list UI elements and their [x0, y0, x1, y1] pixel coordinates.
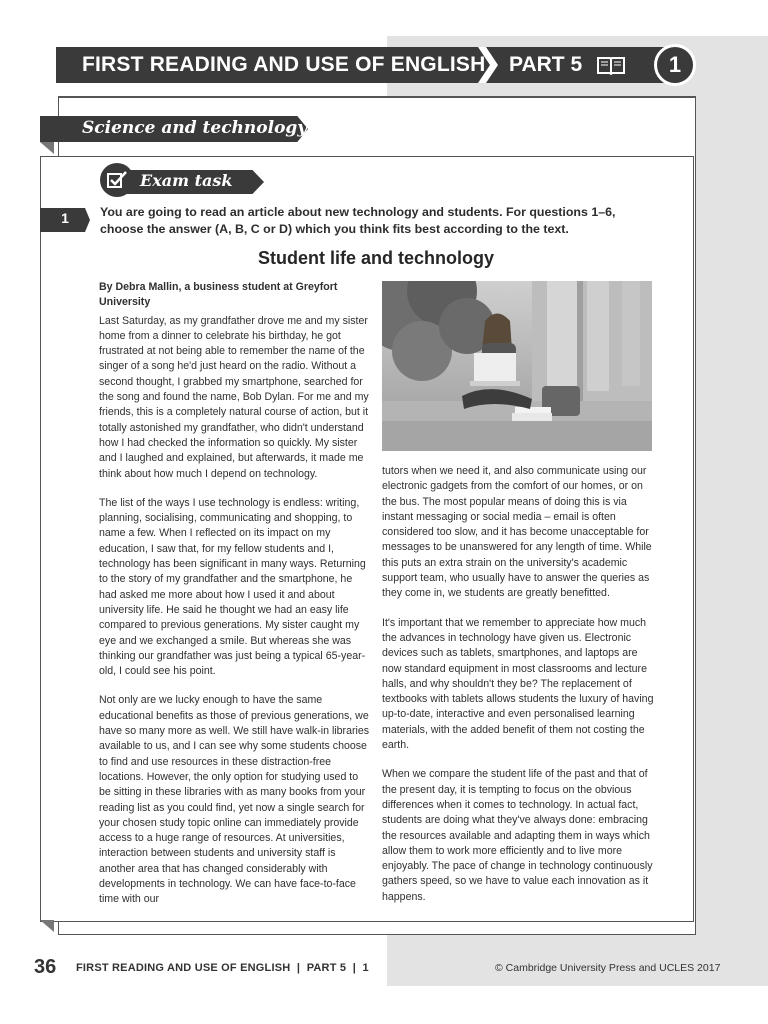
student-laptop-photo: [382, 281, 652, 451]
page-number: 36: [34, 956, 57, 978]
header-banner: [56, 47, 686, 83]
paragraph: It's important that we remember to appreciate how much the advances in technology have given us. Electronic devices such as tablets, smartphones, and laptops are now standard equipment in most classrooms and lecture halls, and why shouldn't they be? The replacement of textbooks with tablets allows students the luxury of having up-to-date, interactive and even personalised learning materials, with the added benefit of them not costing the earth.: [382, 616, 654, 752]
paragraph: tutors when we need it, and also communicate using our electronic gadgets from the comfort of our homes, or on the bus. The most popular means of doing this is via instant messaging or social media – email is often considered too slow, and it has become unacceptable for messages to be unanswered for any length of time. While this puts an extra strain on the university's academic support team, who usually have to answer the queries as they come in, we students are greatly benefitted.: [382, 465, 652, 600]
frame-fold: [40, 920, 54, 932]
footer-running-text: FIRST READING AND USE OF ENGLISH | PART 5 | 1: [76, 962, 369, 974]
paragraph: When we compare the student life of the past and that of the present day, it is tempting to focus on the obvious differences when it comes to technology. In actual fact, students are doing what they've always done: embracing the resources available and adapting them in ways which allow them to work more efficiently and to live more enjoyably. The pace of change in technology continuously gathers speed, so we have to value each innovation as it happens.: [382, 768, 653, 903]
article-left-column: [99, 280, 371, 922]
exam-task-label: Exam task: [140, 171, 233, 190]
book-icon: [596, 55, 626, 75]
header-part: PART 5: [509, 53, 583, 76]
article-right-column: [382, 464, 654, 919]
paragraph: The list of the ways I use technology is endless: writing, planning, socialising, communicating and shopping, to name a few. When I reflected on its impact on my education, I saw that, for my fellow students and I, technology has been significant in many ways. Returning to the story of my grandfather and the smartphone, he had asked me more about how I used it and about university life. He said he thought we had an easy life compared to previous generations. My sister caught my eye and we exchanged a smile. But whereas she was thinking our grandfather was just being a typical 65-year-old, I could see his point.: [99, 496, 366, 678]
paragraph: Not only are we lucky enough to have the same educational benefits as those of previous generations, we have so many more as well. We still have walk-in libraries available to us, and I can see why some students choose to find and use resources in these distraction-free locations. However, the only option for studying used to be sitting in these libraries with as many books from your reading list as you could find, yet now a single search for your chosen study topic online can immediately provide access to a huge range of resources. At universities, interaction between students and university staff is another area that has changed considerably with developments in technology. We can have face-to-face time with our: [99, 694, 370, 906]
section-tab-fold: [40, 142, 54, 154]
question-marker-number: 1: [61, 210, 69, 226]
checkbox-tick-icon: [106, 170, 128, 190]
article-byline: By Debra Mallin, a business student at Greyfort University: [99, 281, 338, 309]
unit-number: 1: [668, 52, 682, 77]
section-title: Science and technology: [82, 118, 308, 138]
header-title: FIRST READING AND USE OF ENGLISH: [82, 53, 486, 76]
footer-copyright: © Cambridge University Press and UCLES 2017: [495, 962, 721, 974]
task-instructions: You are going to read an article about new technology and students. For questions 1–6, choose the answer (A, B, C or D) which you think fits best according to the text.: [100, 205, 616, 236]
article-title: Student life and technology: [257, 248, 494, 268]
paragraph: Last Saturday, as my grandfather drove me and my sister home from a dinner to celebrate his birthday, he got frustrated at not being able to remember the name of the singer of a song he'd just heard on the radio. Without a second thought, I grabbed my smartphone, searched for the song and found the name, Bob Dylan. For me and my friends, this is a completely natural course of action, but it totally astonished my grandfather, who didn't understand how I had checked the information so quickly. My sister and I laughed and explained, but afterwards, it made me think about how much I depend on technology.: [99, 314, 369, 480]
